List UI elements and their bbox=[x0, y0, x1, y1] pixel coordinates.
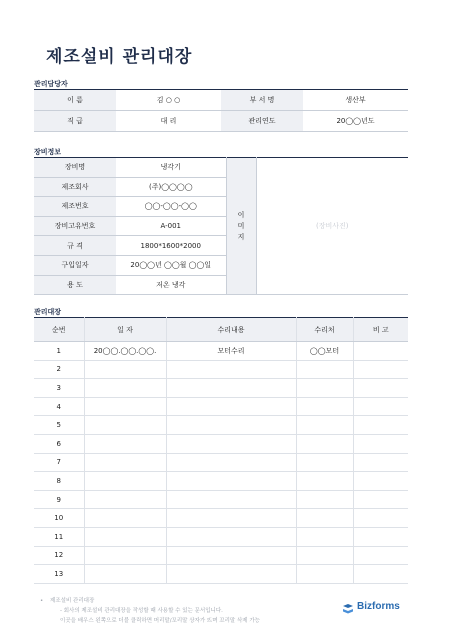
equipment-row bbox=[34, 158, 408, 178]
log-cell[interactable]: 20◯◯.◯◯.◯◯. bbox=[84, 342, 166, 361]
log-cell[interactable] bbox=[84, 453, 166, 472]
log-cell[interactable] bbox=[166, 546, 296, 565]
log-column-header: 비 고 bbox=[353, 318, 408, 342]
log-cell[interactable] bbox=[353, 546, 408, 565]
log-cell[interactable] bbox=[353, 490, 408, 509]
log-row-number: 13 bbox=[34, 565, 84, 584]
log-cell[interactable] bbox=[296, 434, 353, 453]
log-cell[interactable] bbox=[84, 565, 166, 584]
log-cell[interactable] bbox=[84, 546, 166, 565]
log-cell[interactable] bbox=[353, 416, 408, 435]
log-cell[interactable]: 모터수리 bbox=[166, 342, 296, 361]
bizforms-logo-icon bbox=[342, 600, 354, 612]
log-cell[interactable] bbox=[296, 565, 353, 584]
log-cell[interactable] bbox=[84, 416, 166, 435]
log-cell[interactable] bbox=[296, 416, 353, 435]
log-row bbox=[34, 360, 408, 379]
image-label-char: 미 bbox=[237, 221, 245, 230]
log-cell[interactable] bbox=[166, 490, 296, 509]
log-cell[interactable] bbox=[166, 527, 296, 546]
log-row-number: 6 bbox=[34, 434, 84, 453]
equipment-field-value[interactable]: 1800*1600*2000 bbox=[116, 236, 226, 256]
log-cell[interactable] bbox=[353, 434, 408, 453]
log-cell[interactable]: ◯◯모터 bbox=[296, 342, 353, 361]
equipment-field-value[interactable]: 20◯◯년 ◯◯월 ◯◯일 bbox=[116, 255, 226, 275]
log-row-number: 4 bbox=[34, 397, 84, 416]
log-row bbox=[34, 397, 408, 416]
log-cell[interactable] bbox=[353, 509, 408, 528]
log-cell[interactable] bbox=[296, 527, 353, 546]
log-cell[interactable] bbox=[166, 379, 296, 398]
footer-line-3: 이곳을 배우스 왼쪽으로 더블 클릭하면 머리말/꼬리말 상자가 뜨며 꼬리말 삭제 가능 bbox=[60, 618, 260, 624]
log-cell[interactable] bbox=[353, 342, 408, 361]
equipment-field-label: 장비고유번호 bbox=[34, 216, 116, 236]
rank-label: 직 급 bbox=[34, 111, 116, 132]
log-cell[interactable] bbox=[166, 416, 296, 435]
log-cell[interactable] bbox=[166, 397, 296, 416]
log-row-number: 8 bbox=[34, 472, 84, 491]
log-row-number: 5 bbox=[34, 416, 84, 435]
log-cell[interactable] bbox=[84, 509, 166, 528]
log-cell[interactable] bbox=[166, 565, 296, 584]
footer-bullet: • bbox=[40, 598, 44, 604]
log-row-number: 12 bbox=[34, 546, 84, 565]
log-row bbox=[34, 546, 408, 565]
name-value[interactable]: 김 ○ ○ bbox=[116, 90, 221, 111]
log-cell[interactable] bbox=[166, 360, 296, 379]
manager-table bbox=[34, 89, 408, 132]
dept-label: 부 서 명 bbox=[221, 90, 303, 111]
log-cell[interactable] bbox=[296, 490, 353, 509]
log-column-header: 수리내용 bbox=[166, 318, 296, 342]
dept-value[interactable]: 생산부 bbox=[303, 90, 408, 111]
log-row bbox=[34, 342, 408, 361]
equipment-field-label: 구입일자 bbox=[34, 255, 116, 275]
equipment-field-value[interactable]: A-001 bbox=[116, 216, 226, 236]
log-cell[interactable] bbox=[166, 434, 296, 453]
image-label bbox=[226, 158, 256, 295]
log-cell[interactable] bbox=[296, 360, 353, 379]
log-column-header: 순번 bbox=[34, 318, 84, 342]
log-cell[interactable] bbox=[353, 565, 408, 584]
equipment-field-label: 규 격 bbox=[34, 236, 116, 256]
log-cell[interactable] bbox=[296, 509, 353, 528]
log-cell[interactable] bbox=[84, 472, 166, 491]
equipment-field-value[interactable]: 저온 냉각 bbox=[116, 275, 226, 295]
year-value[interactable]: 20◯◯년도 bbox=[303, 111, 408, 132]
manager-section-label: 관리담당자 bbox=[34, 80, 68, 88]
log-row-number: 11 bbox=[34, 527, 84, 546]
log-cell[interactable] bbox=[84, 379, 166, 398]
log-cell[interactable] bbox=[353, 360, 408, 379]
log-cell[interactable] bbox=[353, 472, 408, 491]
log-cell[interactable] bbox=[353, 397, 408, 416]
log-cell[interactable] bbox=[353, 527, 408, 546]
footer-note bbox=[40, 596, 260, 626]
log-column-header: 일 자 bbox=[84, 318, 166, 342]
log-row bbox=[34, 527, 408, 546]
log-row-number: 9 bbox=[34, 490, 84, 509]
log-cell[interactable] bbox=[166, 509, 296, 528]
log-row-number: 10 bbox=[34, 509, 84, 528]
image-label-char: 이 bbox=[237, 210, 245, 219]
log-column-header: 수리처 bbox=[296, 318, 353, 342]
log-cell[interactable] bbox=[296, 397, 353, 416]
page-title: 제조설비 관리대장 bbox=[46, 47, 193, 67]
log-row-number: 1 bbox=[34, 342, 84, 361]
log-cell[interactable] bbox=[296, 453, 353, 472]
log-cell[interactable] bbox=[84, 434, 166, 453]
management-log-table bbox=[34, 317, 408, 584]
log-cell[interactable] bbox=[353, 453, 408, 472]
log-cell[interactable] bbox=[296, 546, 353, 565]
log-cell[interactable] bbox=[84, 527, 166, 546]
log-cell[interactable] bbox=[296, 472, 353, 491]
log-row bbox=[34, 472, 408, 491]
log-cell[interactable] bbox=[353, 379, 408, 398]
equipment-section-label: 장비정보 bbox=[34, 148, 62, 156]
equipment-photo-placeholder[interactable]: (장비사진) bbox=[256, 158, 408, 295]
log-row bbox=[34, 416, 408, 435]
equipment-field-label: 제조번호 bbox=[34, 197, 116, 217]
log-row bbox=[34, 565, 408, 584]
footer-line-1: 제조설비 관리대장 bbox=[50, 598, 95, 604]
equipment-field-value[interactable]: ◯◯-◯◯-◯◯ bbox=[116, 197, 226, 217]
equipment-field-label: 제조회사 bbox=[34, 177, 116, 197]
year-label: 관리연도 bbox=[221, 111, 303, 132]
log-section-label: 관리대장 bbox=[34, 308, 62, 316]
equipment-field-value[interactable]: (주)◯◯◯◯ bbox=[116, 177, 226, 197]
equipment-field-value[interactable]: 냉각기 bbox=[116, 158, 226, 178]
log-cell[interactable] bbox=[84, 360, 166, 379]
image-label-char: 지 bbox=[237, 232, 245, 241]
log-row bbox=[34, 434, 408, 453]
name-label: 이 름 bbox=[34, 90, 116, 111]
bizforms-logo[interactable] bbox=[342, 600, 400, 612]
rank-value[interactable]: 대 리 bbox=[116, 111, 221, 132]
equipment-table bbox=[34, 157, 408, 295]
log-cell[interactable] bbox=[166, 453, 296, 472]
equipment-field-label: 장비명 bbox=[34, 158, 116, 178]
log-row bbox=[34, 490, 408, 509]
log-row bbox=[34, 453, 408, 472]
log-cell[interactable] bbox=[84, 397, 166, 416]
log-cell[interactable] bbox=[296, 379, 353, 398]
equipment-field-label: 용 도 bbox=[34, 275, 116, 295]
log-row-number: 7 bbox=[34, 453, 84, 472]
log-row bbox=[34, 509, 408, 528]
log-row-number: 3 bbox=[34, 379, 84, 398]
log-cell[interactable] bbox=[84, 490, 166, 509]
bizforms-logo-text: Bizforms bbox=[357, 600, 400, 612]
footer-line-2: - 회사의 제조설비 관리대장을 작성할 때 사용할 수 있는 문서입니다. bbox=[60, 608, 223, 614]
log-row-number: 2 bbox=[34, 360, 84, 379]
log-cell[interactable] bbox=[166, 472, 296, 491]
log-row bbox=[34, 379, 408, 398]
